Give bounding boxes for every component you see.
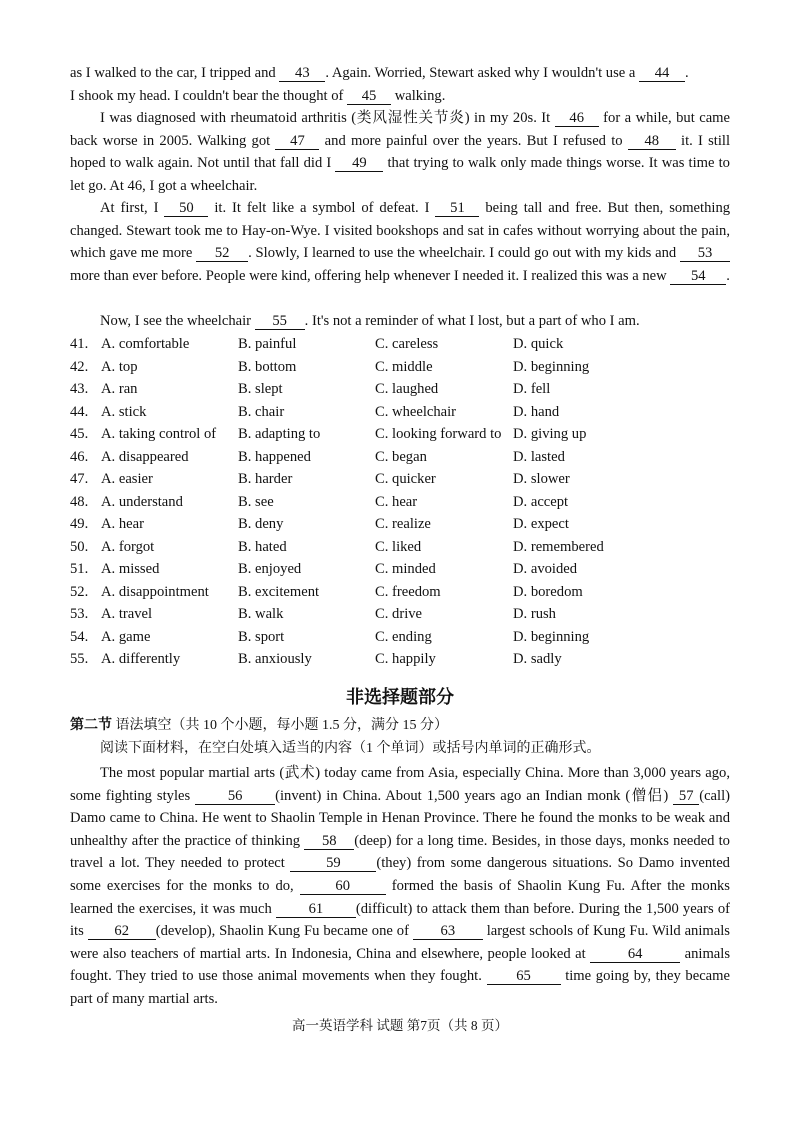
option-row bbox=[70, 581, 750, 604]
text: basis of Shaolin Kung Fu. After the monks learned the exercises, it was much bbox=[70, 877, 730, 917]
blank-53[interactable]: 53 bbox=[680, 246, 730, 262]
option-row bbox=[70, 446, 750, 469]
text: walking. bbox=[394, 87, 446, 104]
option-row bbox=[70, 491, 750, 514]
blank-54[interactable]: 54 bbox=[670, 269, 726, 285]
option-row bbox=[70, 603, 750, 626]
option-c[interactable]: C. minded bbox=[375, 561, 436, 577]
option-b[interactable]: B. chair bbox=[238, 403, 285, 420]
option-a[interactable]: A. easier bbox=[101, 471, 153, 487]
text: in those days, monks needed to travel a lot. They needed to protect bbox=[70, 832, 730, 872]
option-b[interactable]: B. painful bbox=[238, 336, 297, 352]
blank-57[interactable]: 57 bbox=[673, 789, 699, 805]
option-d[interactable]: D. lasted bbox=[513, 448, 565, 465]
text: . Again. Worried, Stewart asked why I wouldn't use a bbox=[325, 65, 636, 81]
section-desc: 语法填空（共 10 个小题，每小题 1.5 分，满分 15 分） bbox=[115, 718, 448, 733]
question-number: 45. bbox=[70, 426, 89, 442]
text: China and elsewhere, people looked at bbox=[356, 945, 586, 962]
text: formed the bbox=[391, 877, 458, 894]
blank-51[interactable]: 51 bbox=[435, 201, 479, 217]
instruction: 阅读下面材料，在空白处填入适当的内容（1 个单词）或括号内单词的正确形式。 bbox=[100, 741, 601, 756]
text: monks to be weak and unhealthy after the practice of thinking bbox=[70, 810, 731, 849]
option-a[interactable]: A. comfortable bbox=[101, 336, 190, 352]
option-b[interactable]: B. adapting to bbox=[238, 426, 321, 442]
text: movements when they fought. bbox=[302, 968, 482, 985]
option-b[interactable]: B. happened bbox=[238, 448, 311, 465]
question-number: 49. bbox=[70, 516, 89, 532]
text: The most popular martial arts (武术) today came from Asia, especially China. More than 3,000 years bbox=[100, 765, 701, 781]
blank-46[interactable]: 46 bbox=[555, 111, 599, 127]
question-number: 47. bbox=[70, 471, 89, 487]
text: more than ever before. People were kind, offering help whenever I needed it. I realized this bbox=[70, 267, 603, 284]
option-c[interactable]: C. hear bbox=[375, 493, 418, 510]
option-b[interactable]: B. slept bbox=[238, 381, 283, 397]
question-number: 51. bbox=[70, 561, 89, 577]
option-row bbox=[70, 558, 750, 581]
option-row bbox=[70, 401, 750, 424]
text: pain, which gave me more bbox=[70, 222, 730, 262]
option-a[interactable]: A. ran bbox=[101, 381, 138, 397]
text: I shook my head. I couldn't bear the thought of bbox=[70, 87, 344, 104]
section-label: 第二节 bbox=[70, 717, 112, 733]
option-b[interactable]: B. excitement bbox=[238, 583, 320, 600]
blank-64[interactable]: 64 bbox=[590, 947, 680, 963]
option-d[interactable]: D. hand bbox=[513, 403, 560, 420]
blank-45[interactable]: 45 bbox=[347, 89, 391, 105]
section-heading: 非选择题部分 bbox=[346, 687, 454, 708]
option-d[interactable]: D. giving up bbox=[513, 426, 587, 442]
blank-43[interactable]: 43 bbox=[279, 66, 325, 82]
option-d[interactable]: D. accept bbox=[513, 493, 569, 510]
option-b[interactable]: B. see bbox=[238, 493, 274, 510]
text: (difficult) to bbox=[355, 900, 428, 917]
option-row bbox=[70, 333, 750, 356]
blank-61[interactable]: 61 bbox=[276, 902, 356, 918]
option-d[interactable]: D. sadly bbox=[513, 651, 562, 667]
option-a[interactable]: A. differently bbox=[101, 651, 181, 667]
option-b[interactable]: B. sport bbox=[238, 628, 285, 645]
option-c[interactable]: C. happily bbox=[375, 651, 436, 667]
option-a[interactable]: A. travel bbox=[101, 606, 153, 622]
page-footer: 高一英语学科 试题 第7页（共 8 页） bbox=[292, 1018, 508, 1033]
blank-60[interactable]: 60 bbox=[300, 879, 386, 895]
option-row bbox=[70, 423, 750, 446]
option-a[interactable]: A. taking control of bbox=[101, 426, 217, 442]
question-number: 54. bbox=[70, 628, 89, 645]
blank-50[interactable]: 50 bbox=[164, 201, 208, 217]
text: it. It felt like a symbol of defeat. I bbox=[214, 200, 430, 216]
question-number: 44. bbox=[70, 403, 89, 420]
text: came back worse in 2005. Walking got bbox=[70, 110, 731, 149]
option-b[interactable]: B. walk bbox=[238, 606, 284, 622]
text: (they) from some bbox=[376, 855, 482, 872]
text: . bbox=[685, 65, 689, 81]
section-title bbox=[70, 714, 448, 734]
option-c[interactable]: C. looking forward to bbox=[375, 426, 502, 442]
option-d[interactable]: D. rush bbox=[513, 606, 556, 622]
option-c[interactable]: C. quicker bbox=[375, 471, 436, 487]
blank-56[interactable]: 56 bbox=[195, 789, 275, 805]
option-d[interactable]: D. expect bbox=[513, 516, 569, 532]
blank-48[interactable]: 48 bbox=[628, 134, 676, 150]
text: that trying to walk only made things worse. bbox=[387, 155, 645, 172]
question-number: 52. bbox=[70, 583, 89, 600]
option-row bbox=[70, 536, 750, 559]
option-b[interactable]: B. deny bbox=[238, 516, 284, 532]
text: (deep) for a long time. Besides, bbox=[354, 832, 541, 849]
option-a[interactable]: A. hear bbox=[101, 516, 144, 532]
blank-47[interactable]: 47 bbox=[275, 134, 319, 150]
text: for a while, but bbox=[603, 110, 695, 126]
text: animals fought. They tried to use those animal bbox=[70, 945, 731, 985]
text: . bbox=[726, 267, 730, 284]
option-a[interactable]: A. disappointment bbox=[101, 583, 209, 600]
text: . Slowly, I learned to use the wheelchair. I could go out with my kids bbox=[248, 245, 652, 262]
passage1-line bbox=[70, 62, 730, 107]
option-row bbox=[70, 468, 750, 491]
option-b[interactable]: B. hated bbox=[238, 538, 287, 555]
option-row bbox=[70, 356, 750, 379]
option-c[interactable]: C. liked bbox=[375, 538, 422, 555]
blank-63[interactable]: 63 bbox=[413, 924, 483, 940]
text: At first, I bbox=[100, 200, 159, 216]
text: of bbox=[396, 923, 409, 940]
option-row bbox=[70, 626, 750, 649]
option-c[interactable]: C. drive bbox=[375, 606, 423, 622]
option-a[interactable]: A. stick bbox=[101, 403, 147, 420]
option-d[interactable]: D. remembered bbox=[513, 538, 604, 555]
blank-65[interactable]: 65 bbox=[487, 969, 561, 985]
option-d[interactable]: D. quick bbox=[513, 336, 564, 352]
option-d[interactable]: D. fell bbox=[513, 381, 551, 397]
text: was a new bbox=[605, 267, 667, 284]
passage2-paragraph bbox=[70, 762, 730, 1011]
question-number: 43. bbox=[70, 381, 89, 397]
blank-55[interactable]: 55 bbox=[255, 314, 305, 330]
option-c[interactable]: C. middle bbox=[375, 358, 433, 375]
option-a[interactable]: A. game bbox=[101, 628, 151, 645]
option-a[interactable]: A. understand bbox=[101, 493, 183, 510]
option-b[interactable]: B. anxiously bbox=[238, 651, 312, 667]
option-row bbox=[70, 513, 750, 536]
option-c[interactable]: C. laughed bbox=[375, 381, 439, 397]
options-list bbox=[70, 333, 750, 671]
question-number: 48. bbox=[70, 493, 89, 510]
question-number: 50. bbox=[70, 538, 89, 555]
option-b[interactable]: B. harder bbox=[238, 471, 293, 487]
text: and more painful over the years. But I refused to bbox=[324, 132, 623, 149]
question-number: 42. bbox=[70, 358, 89, 375]
blank-49[interactable]: 49 bbox=[335, 156, 383, 172]
blank-52[interactable]: 52 bbox=[196, 246, 248, 262]
text: changed. Stewart took me to Hay-on-Wye. I visited bookshops and sat in cafes without worrying about the bbox=[70, 222, 698, 239]
option-d[interactable]: D. beginning bbox=[513, 628, 590, 645]
option-d[interactable]: D. slower bbox=[513, 471, 570, 487]
option-c[interactable]: C. freedom bbox=[375, 583, 441, 600]
option-b[interactable]: B. bottom bbox=[238, 358, 297, 375]
question-number: 53. bbox=[70, 606, 89, 622]
text: being tall and free. But then, something bbox=[485, 200, 731, 216]
text: dangerous situations. So Damo invented some exercises for the monks to do, bbox=[70, 855, 730, 894]
option-d[interactable]: D. beginning bbox=[513, 358, 590, 375]
question-number: 46. bbox=[70, 448, 89, 465]
option-a[interactable]: A. forgot bbox=[101, 538, 155, 555]
text: (call) Damo came to China. He went to Shaolin Temple in Henan Province. There he found the bbox=[70, 787, 731, 827]
option-d[interactable]: D. boredom bbox=[513, 583, 583, 600]
blank-44[interactable]: 44 bbox=[639, 66, 685, 82]
option-c[interactable]: C. realize bbox=[375, 516, 431, 532]
option-b[interactable]: B. enjoyed bbox=[238, 561, 302, 577]
question-number: 41. bbox=[70, 336, 89, 352]
question-number: 55. bbox=[70, 651, 89, 667]
text: Now, I see the wheelchair bbox=[100, 313, 252, 329]
option-d[interactable]: D. avoided bbox=[513, 561, 578, 577]
passage1-paragraph bbox=[70, 310, 730, 333]
option-row bbox=[70, 378, 750, 401]
option-row bbox=[70, 648, 750, 671]
option-c[interactable]: C. careless bbox=[375, 336, 439, 352]
text: time going by, they became part of many martial arts. bbox=[70, 968, 730, 1007]
text: ago, some fighting styles bbox=[70, 765, 730, 804]
passage1-paragraph bbox=[70, 107, 730, 197]
blank-59[interactable]: 59 bbox=[290, 856, 376, 872]
option-c[interactable]: C. wheelchair bbox=[375, 403, 457, 420]
option-a[interactable]: A. missed bbox=[101, 561, 160, 577]
text: it. I still hoped to walk again. Not until that fall did I bbox=[70, 132, 730, 172]
passage1-paragraph bbox=[70, 197, 730, 287]
text: largest schools of Kung Fu. Wild animals were also teachers of martial arts. In Indonesia, bbox=[70, 923, 730, 962]
text: It was time to let go. At 46, I got a wheelchair. bbox=[70, 155, 730, 194]
blank-62[interactable]: 62 bbox=[88, 924, 156, 940]
text: . It's not a reminder of what I lost, but a part of who I am. bbox=[304, 313, 640, 329]
text: I was diagnosed with rheumatoid arthritis (类风湿性关节炎) in my 20s. It bbox=[100, 110, 551, 126]
text: and bbox=[655, 245, 677, 262]
text: attack them than before. During the 1,500 years of its bbox=[70, 900, 730, 940]
text: (develop), Shaolin Kung Fu became one bbox=[155, 923, 393, 940]
option-a[interactable]: A. disappeared bbox=[101, 448, 189, 465]
option-c[interactable]: C. began bbox=[375, 448, 427, 465]
option-a[interactable]: A. top bbox=[101, 358, 138, 375]
text: (invent) in China. About 1,500 years ago an Indian monk (僧侣) bbox=[275, 787, 669, 804]
blank-58[interactable]: 58 bbox=[304, 834, 354, 850]
option-c[interactable]: C. ending bbox=[375, 628, 432, 645]
text: as I walked to the car, I tripped and bbox=[70, 65, 276, 81]
